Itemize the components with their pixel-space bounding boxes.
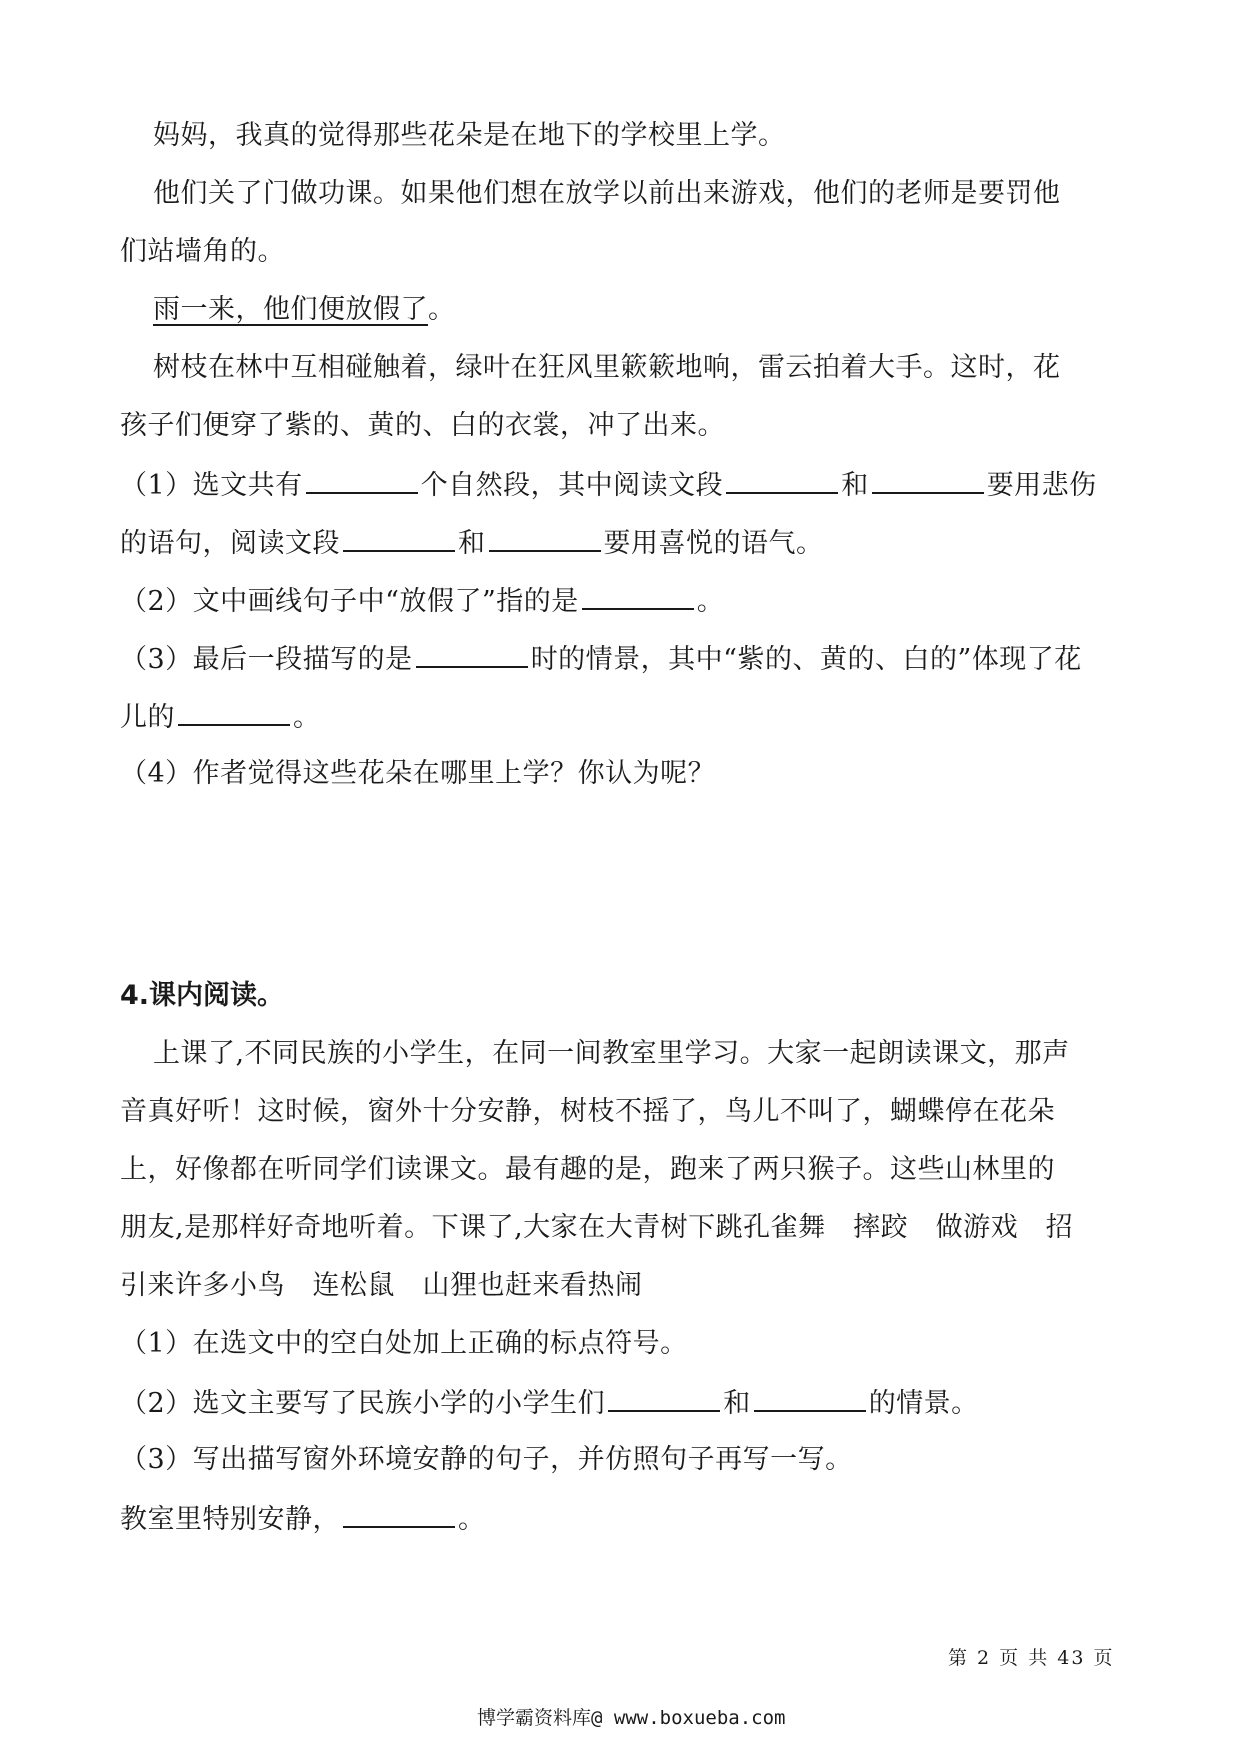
page-number: 第 2 页 共 43 页 (948, 1647, 1115, 1669)
period: 。 (428, 294, 456, 325)
answer-blank[interactable] (343, 1500, 455, 1528)
question-3-1-line-1: （1）选文共有 个自然段，其中阅读文段 和 要用悲伤 (120, 466, 1097, 504)
question-4-1: （1）在选文中的空白处加上正确的标点符号。 (120, 1328, 688, 1359)
question-3-2: （2）文中画线句子中“放假了”指的是 。 (120, 582, 724, 620)
passage-paragraph-4-line-1: 树枝在林中互相碰触着，绿叶在狂风里簌簌地响，雷云拍着大手。这时，花 (153, 352, 1061, 383)
answer-blank[interactable] (343, 524, 455, 552)
answer-blank[interactable] (489, 524, 601, 552)
passage-paragraph-1: 妈妈，我真的觉得那些花朵是在地下的学校里上学。 (153, 120, 786, 151)
answer-blank[interactable] (754, 1384, 866, 1412)
reading-line-2: 音真好听！这时候，窗外十分安静，树枝不摇了，鸟儿不叫了，蝴蝶停在花朵 (120, 1096, 1055, 1127)
answer-blank[interactable] (178, 698, 290, 726)
question-3-4: （4）作者觉得这些花朵在哪里上学？你认为呢？ (120, 758, 716, 789)
reading-line-1: 上课了,不同民族的小学生，在同一间教室里学习。大家一起朗读课文，那声 (153, 1038, 1070, 1069)
passage-paragraph-4-line-2: 孩子们便穿了紫的、黄的、白的衣裳，冲了出来。 (120, 410, 725, 441)
answer-blank[interactable] (306, 466, 418, 494)
passage-paragraph-2-line-1: 他们关了门做功课。如果他们想在放学以前出来游戏，他们的老师是要罚他 (153, 178, 1061, 209)
section-4-heading: 4.课内阅读。 (120, 980, 285, 1011)
question-4-2: （2）选文主要写了民族小学的小学生们 和 的情景。 (120, 1384, 979, 1422)
question-4-3-fill: 教室里特别安静， 。 (120, 1500, 486, 1538)
site-footer: 博学霸资料库@ www.boxueba.com (477, 1707, 786, 1729)
reading-line-3: 上，好像都在听同学们读课文。最有趣的是，跑来了两只猴子。这些山林里的 (120, 1154, 1055, 1185)
question-3-3-line-1: （3）最后一段描写的是 时的情景，其中“紫的、黄的、白的”体现了花 (120, 640, 1082, 678)
answer-blank[interactable] (416, 640, 528, 668)
reading-line-5: 引来许多小鸟 连松鼠 山狸也赶来看热闹 (120, 1270, 643, 1301)
question-3-3-line-2: 儿的 。 (120, 698, 321, 736)
passage-paragraph-3 (153, 292, 456, 328)
answer-blank[interactable] (726, 466, 838, 494)
passage-paragraph-2-line-2: 们站墙角的。 (120, 236, 285, 267)
answer-blank[interactable] (872, 466, 984, 494)
underlined-sentence: 雨一来，他们便放假了 (153, 294, 428, 325)
reading-line-4: 朋友,是那样好奇地听着。下课了,大家在大青树下跳孔雀舞 摔跤 做游戏 招 (120, 1212, 1074, 1243)
answer-blank[interactable] (582, 582, 694, 610)
question-4-3: （3）写出描写窗外环境安静的句子，并仿照句子再写一写。 (120, 1444, 853, 1475)
answer-blank[interactable] (608, 1384, 720, 1412)
question-3-1-line-2: 的语句，阅读文段 和 要用喜悦的语气。 (120, 524, 824, 562)
